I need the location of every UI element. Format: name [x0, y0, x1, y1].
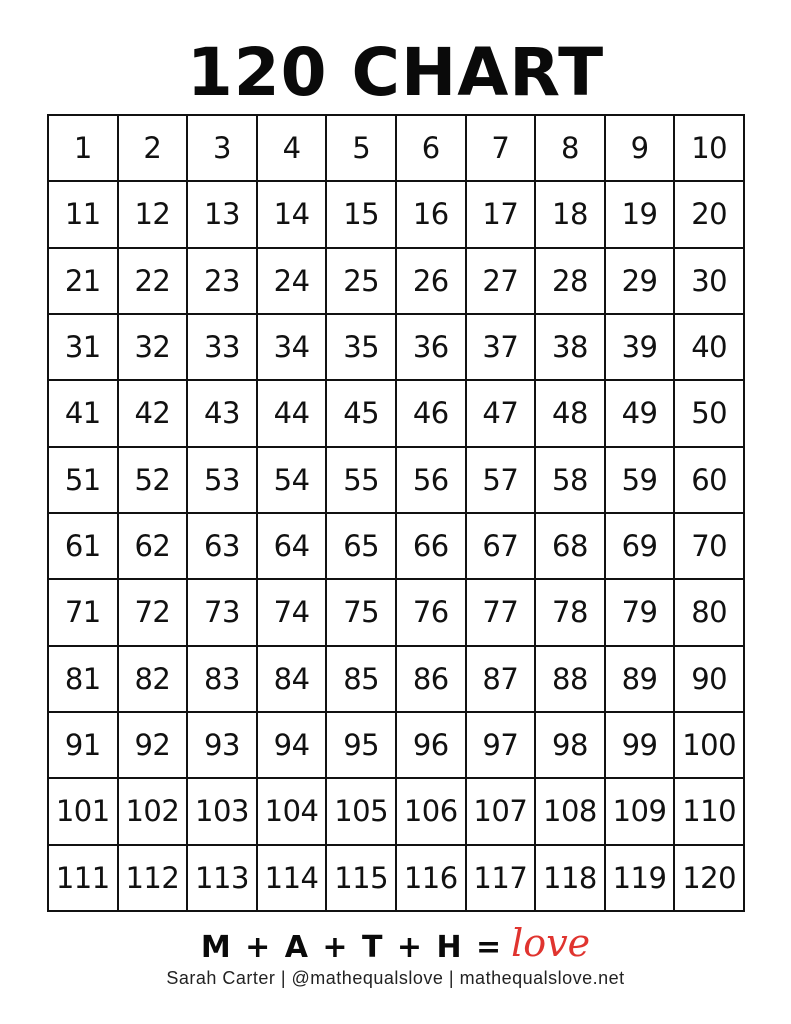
- footer-credits: Sarah Carter | @mathequalslove | mathequalslove.net: [166, 968, 625, 988]
- grid-cell: 65: [326, 513, 396, 579]
- grid-cell: 117: [466, 845, 536, 911]
- grid-cell: 39: [605, 314, 675, 380]
- grid-cell: 66: [396, 513, 466, 579]
- grid-cell: 94: [257, 712, 327, 778]
- grid-cell: 113: [187, 845, 257, 911]
- grid-row: [48, 778, 744, 844]
- grid-cell: 114: [257, 845, 327, 911]
- grid-cell: 89: [605, 646, 675, 712]
- grid-cell: 108: [535, 778, 605, 844]
- grid-cell: 69: [605, 513, 675, 579]
- grid-cell: 75: [326, 579, 396, 645]
- grid-cell: 107: [466, 778, 536, 844]
- grid-cell: 35: [326, 314, 396, 380]
- grid-cell: 67: [466, 513, 536, 579]
- grid-cell: 91: [48, 712, 118, 778]
- grid-cell: 40: [674, 314, 744, 380]
- grid-cell: 54: [257, 447, 327, 513]
- grid-cell: 104: [257, 778, 327, 844]
- footer-equation: M + A + T + H =: [200, 929, 504, 965]
- grid-cell: 59: [605, 447, 675, 513]
- grid-cell: 2: [118, 115, 188, 181]
- grid-cell: 51: [48, 447, 118, 513]
- grid-cell: 48: [535, 380, 605, 446]
- grid-cell: 71: [48, 579, 118, 645]
- grid-cell: 27: [466, 248, 536, 314]
- grid-cell: 97: [466, 712, 536, 778]
- grid-cell: 64: [257, 513, 327, 579]
- grid-cell: 6: [396, 115, 466, 181]
- grid-cell: 28: [535, 248, 605, 314]
- grid-cell: 14: [257, 181, 327, 247]
- grid-cell: 38: [535, 314, 605, 380]
- grid-cell: 103: [187, 778, 257, 844]
- grid-cell: 23: [187, 248, 257, 314]
- grid-cell: 80: [674, 579, 744, 645]
- grid-cell: 7: [466, 115, 536, 181]
- grid-row: [48, 712, 744, 778]
- grid-cell: 49: [605, 380, 675, 446]
- grid-cell: 21: [48, 248, 118, 314]
- grid-cell: 82: [118, 646, 188, 712]
- grid-cell: 77: [466, 579, 536, 645]
- grid-cell: 52: [118, 447, 188, 513]
- grid-cell: 19: [605, 181, 675, 247]
- grid-row: [48, 380, 744, 446]
- grid-cell: 78: [535, 579, 605, 645]
- grid-cell: 36: [396, 314, 466, 380]
- grid-cell: 98: [535, 712, 605, 778]
- grid-cell: 118: [535, 845, 605, 911]
- grid-cell: 61: [48, 513, 118, 579]
- grid-cell: 99: [605, 712, 675, 778]
- grid-cell: 68: [535, 513, 605, 579]
- grid-cell: 44: [257, 380, 327, 446]
- grid-cell: 41: [48, 380, 118, 446]
- grid-cell: 101: [48, 778, 118, 844]
- grid-cell: 63: [187, 513, 257, 579]
- grid-row: [48, 646, 744, 712]
- grid-row: [48, 181, 744, 247]
- grid-cell: 10: [674, 115, 744, 181]
- grid-cell: 105: [326, 778, 396, 844]
- grid-cell: 87: [466, 646, 536, 712]
- grid-row: [48, 314, 744, 380]
- grid-cell: 70: [674, 513, 744, 579]
- grid-cell: 116: [396, 845, 466, 911]
- grid-cell: 32: [118, 314, 188, 380]
- grid-cell: 26: [396, 248, 466, 314]
- grid-cell: 115: [326, 845, 396, 911]
- grid-cell: 55: [326, 447, 396, 513]
- grid-cell: 72: [118, 579, 188, 645]
- number-grid: [47, 114, 745, 912]
- grid-cell: 18: [535, 181, 605, 247]
- grid-cell: 37: [466, 314, 536, 380]
- grid-cell: 31: [48, 314, 118, 380]
- grid-cell: 29: [605, 248, 675, 314]
- footer-logo: [0, 922, 791, 972]
- grid-cell: 25: [326, 248, 396, 314]
- grid-cell: 42: [118, 380, 188, 446]
- grid-cell: 119: [605, 845, 675, 911]
- grid-cell: 3: [187, 115, 257, 181]
- footer-love-word: love: [511, 921, 591, 965]
- grid-cell: 74: [257, 579, 327, 645]
- grid-cell: 110: [674, 778, 744, 844]
- grid-cell: 112: [118, 845, 188, 911]
- grid-cell: 120: [674, 845, 744, 911]
- grid-cell: 56: [396, 447, 466, 513]
- grid-cell: 9: [605, 115, 675, 181]
- grid-cell: 92: [118, 712, 188, 778]
- grid-cell: 93: [187, 712, 257, 778]
- grid-cell: 109: [605, 778, 675, 844]
- grid-cell: 43: [187, 380, 257, 446]
- grid-cell: 88: [535, 646, 605, 712]
- grid-cell: 62: [118, 513, 188, 579]
- grid-cell: 33: [187, 314, 257, 380]
- grid-cell: 8: [535, 115, 605, 181]
- grid-cell: 86: [396, 646, 466, 712]
- grid-cell: 47: [466, 380, 536, 446]
- grid-cell: 84: [257, 646, 327, 712]
- grid-cell: 17: [466, 181, 536, 247]
- grid-cell: 4: [257, 115, 327, 181]
- grid-cell: 85: [326, 646, 396, 712]
- page-title: 120 CHART: [186, 34, 605, 111]
- grid-cell: 11: [48, 181, 118, 247]
- grid-cell: 13: [187, 181, 257, 247]
- grid-cell: 53: [187, 447, 257, 513]
- grid-row: [48, 579, 744, 645]
- grid-cell: 16: [396, 181, 466, 247]
- grid-cell: 96: [396, 712, 466, 778]
- grid-cell: 30: [674, 248, 744, 314]
- grid-row: [48, 115, 744, 181]
- grid-cell: 45: [326, 380, 396, 446]
- grid-cell: 76: [396, 579, 466, 645]
- grid-cell: 34: [257, 314, 327, 380]
- grid-cell: 60: [674, 447, 744, 513]
- grid-cell: 58: [535, 447, 605, 513]
- grid-row: [48, 248, 744, 314]
- grid-cell: 50: [674, 380, 744, 446]
- grid-cell: 73: [187, 579, 257, 645]
- grid-cell: 20: [674, 181, 744, 247]
- grid-cell: 100: [674, 712, 744, 778]
- grid-cell: 83: [187, 646, 257, 712]
- grid-cell: 15: [326, 181, 396, 247]
- grid-cell: 95: [326, 712, 396, 778]
- grid-cell: 1: [48, 115, 118, 181]
- grid-cell: 57: [466, 447, 536, 513]
- grid-cell: 79: [605, 579, 675, 645]
- grid-row: [48, 513, 744, 579]
- grid-cell: 102: [118, 778, 188, 844]
- grid-cell: 24: [257, 248, 327, 314]
- grid-row: [48, 845, 744, 911]
- grid-cell: 46: [396, 380, 466, 446]
- grid-cell: 22: [118, 248, 188, 314]
- grid-cell: 106: [396, 778, 466, 844]
- grid-cell: 12: [118, 181, 188, 247]
- grid-cell: 81: [48, 646, 118, 712]
- grid-cell: 5: [326, 115, 396, 181]
- grid-cell: 111: [48, 845, 118, 911]
- grid-body: [48, 115, 744, 911]
- grid-row: [48, 447, 744, 513]
- grid-cell: 90: [674, 646, 744, 712]
